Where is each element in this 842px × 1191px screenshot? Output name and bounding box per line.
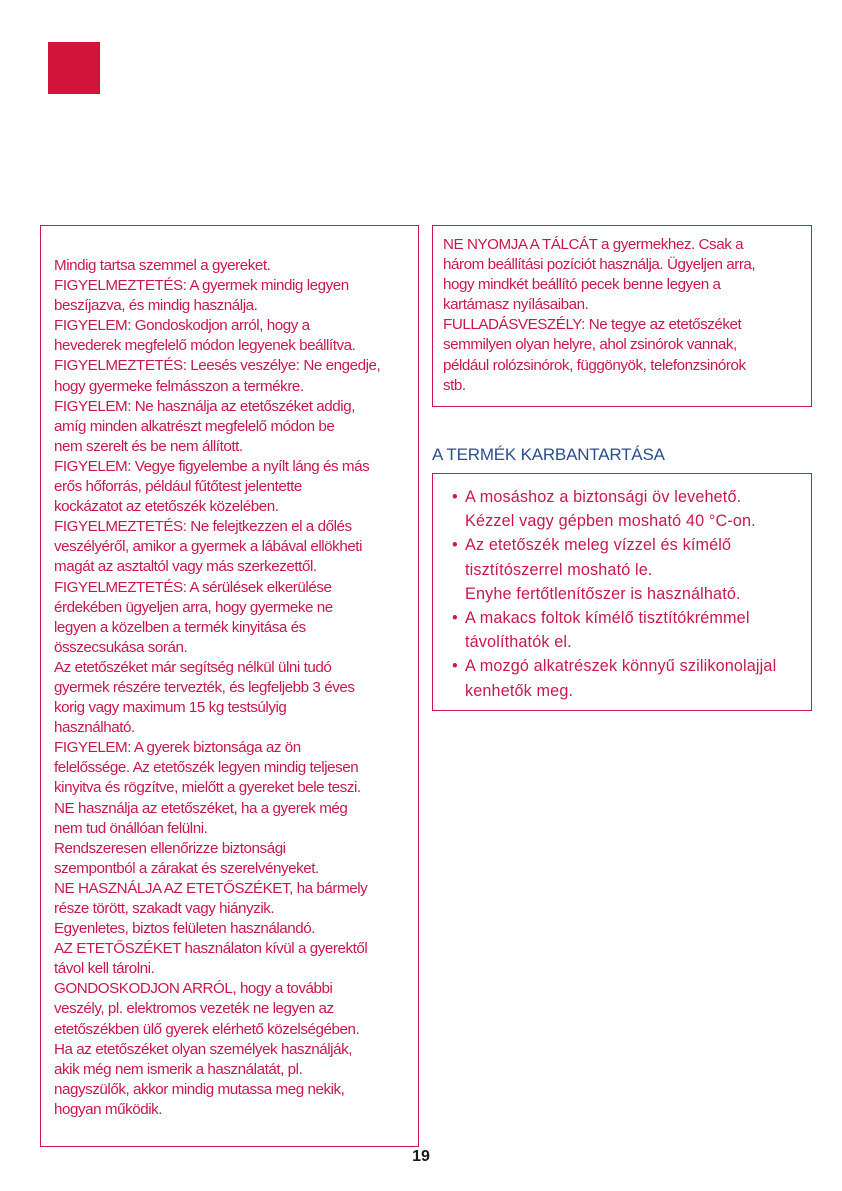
maintenance-item	[443, 654, 801, 702]
bullet-icon: •	[452, 488, 458, 506]
warning-line: FULLADÁSVESZÉLY: Ne tegye az etetőszéket	[443, 316, 742, 334]
warning-line: érdekében ügyeljen arra, hogy gyermeke ne	[54, 598, 333, 616]
warning-line: hogyan működik.	[54, 1100, 163, 1118]
warning-line: korig vagy maximum 15 kg testsúlyig	[54, 699, 287, 717]
warning-line: NE HASZNÁLJA AZ ETETŐSZÉKET, ha bármely	[54, 879, 368, 897]
warning-line: akik még nem ismerik a használatát, pl.	[54, 1060, 303, 1078]
tray-warnings-box	[432, 225, 812, 407]
item-line: Enyhe fertőtlenítőszer is használható.	[465, 584, 741, 603]
warning-line: összecsukása során.	[54, 638, 188, 656]
warning-line: Az etetőszéket már segítség nélkül ülni tudó	[54, 658, 332, 676]
warning-line: amíg minden alkatrészt megfelelő módon be	[54, 417, 335, 435]
warning-line: használható.	[54, 719, 135, 737]
warning-line: FIGYELMEZTETÉS: Leesés veszélye: Ne engedje,	[54, 357, 381, 375]
item-line: A makacs foltok kímélő tisztítókrémmel	[465, 609, 750, 628]
warning-line: hevederek megfelelő módon legyenek beállítva.	[54, 337, 356, 355]
item-line: A mosáshoz a biztonsági öv levehető.	[465, 488, 742, 506]
warning-line: Egyenletes, biztos felületen használandó.	[54, 920, 316, 938]
warning-line: nagyszülők, akkor mindig mutassa meg nekik,	[54, 1080, 345, 1098]
maintenance-title: A TERMÉK KARBANTARTÁSA	[432, 445, 665, 464]
safety-warnings-box	[40, 225, 419, 1147]
warning-line: NE NYOMJA A TÁLCÁT a gyermekhez. Csak a	[443, 236, 744, 253]
bullet-icon: •	[452, 657, 458, 676]
item-line: távolíthatók el.	[465, 633, 572, 652]
item-line: tisztítószerrel mosható le.	[465, 560, 653, 579]
warning-line: Ha az etetőszéket olyan személyek használják,	[54, 1040, 353, 1058]
warning-line: része törött, szakadt vagy hiányzik.	[54, 900, 275, 917]
warning-line: kinyitva és rögzítve, mielőtt a gyereket bele teszi.	[54, 779, 361, 797]
warning-line: távol kell tárolni.	[54, 960, 155, 978]
item-line: A mozgó alkatrészek könnyű szilikonolajjal	[465, 657, 777, 676]
warning-line: hogy gyermeke felmásszon a termékre.	[54, 377, 304, 395]
warning-line: etetőszékben ülő gyerek elérhető közelségében.	[54, 1020, 360, 1038]
item-line: Az etetőszék meleg vízzel és kímélő	[465, 536, 732, 555]
warning-line: három beállítási pozíciót használja. Ügyeljen arra,	[443, 256, 756, 274]
warning-line: FIGYELEM: Ne használja az etetőszéket addig,	[54, 397, 355, 415]
bullet-icon: •	[452, 609, 458, 628]
warning-line: erős hőforrás, például fűtőtest jelentette	[54, 478, 302, 496]
warning-line: kockázatot az etetőszék közelében.	[54, 498, 279, 516]
warning-line: beszíjazva, és mindig használja.	[54, 297, 258, 315]
warning-line: NE használja az etetőszéket, ha a gyerek még	[54, 799, 348, 817]
warning-line: FIGYELEM: Vegye figyelembe a nyílt láng és más	[54, 457, 370, 475]
warning-line: felelőssége. Az etetőszék legyen mindig teljesen	[54, 759, 359, 777]
item-line: kenhetők meg.	[465, 681, 574, 700]
warning-line: Mindig tartsa szemmel a gyereket.	[54, 257, 271, 274]
warning-line: hogy mindkét beállító pecek benne legyen a	[443, 276, 721, 294]
maintenance-box	[432, 473, 812, 711]
warning-line: Rendszeresen ellenőrizze biztonsági	[54, 839, 286, 857]
warning-line: FIGYELMEZTETÉS: A gyermek mindig legyen	[54, 277, 349, 295]
warning-line: gyermek részére tervezték, és legfeljebb 3 éves	[54, 678, 355, 696]
maintenance-item	[443, 606, 801, 654]
warning-line: FIGYELMEZTETÉS: A sérülések elkerülése	[54, 578, 332, 596]
warning-line: GONDOSKODJON ARRÓL, hogy a további	[54, 980, 333, 998]
warning-line: magát az asztaltól vagy más szerkezettől.	[54, 558, 317, 576]
warning-line: kartámasz nyílásaiban.	[443, 296, 589, 314]
warning-line: legyen a közelben a termék kinyitása és	[54, 618, 306, 636]
warning-line: nem szerelt és be nem állított.	[54, 437, 243, 455]
warning-line: például rolózsinórok, függönyök, telefonzsinórok	[443, 356, 746, 374]
warning-line: nem tud önállóan felülni.	[54, 819, 208, 837]
warning-line: FIGYELMEZTETÉS: Ne felejtkezzen el a dőlés	[54, 518, 352, 536]
warning-line: FIGYELEM: Gondoskodjon arról, hogy a	[54, 317, 310, 335]
red-corner-square	[48, 42, 100, 94]
warning-line: AZ ETETŐSZÉKET használaton kívül a gyerektől	[54, 940, 368, 958]
warning-line: veszély, pl. elektromos vezeték ne legyen az	[54, 1000, 334, 1018]
maintenance-list	[443, 485, 801, 703]
warning-line: szempontból a zárakat és szerelvényeket.	[54, 859, 319, 877]
page-number: 19	[412, 1148, 430, 1165]
maintenance-item	[443, 533, 801, 606]
bullet-icon: •	[452, 536, 458, 555]
warning-line: FIGYELEM: A gyerek biztonsága az ön	[54, 739, 301, 757]
item-line: Kézzel vagy gépben mosható 40 °C-on.	[465, 512, 756, 531]
warning-line: semmilyen olyan helyre, ahol zsinórok vannak,	[443, 336, 737, 354]
warning-line: stb.	[443, 376, 466, 394]
maintenance-item	[443, 485, 801, 533]
warning-line: veszélyéről, amikor a gyermek a lábával ellökheti	[54, 538, 363, 556]
